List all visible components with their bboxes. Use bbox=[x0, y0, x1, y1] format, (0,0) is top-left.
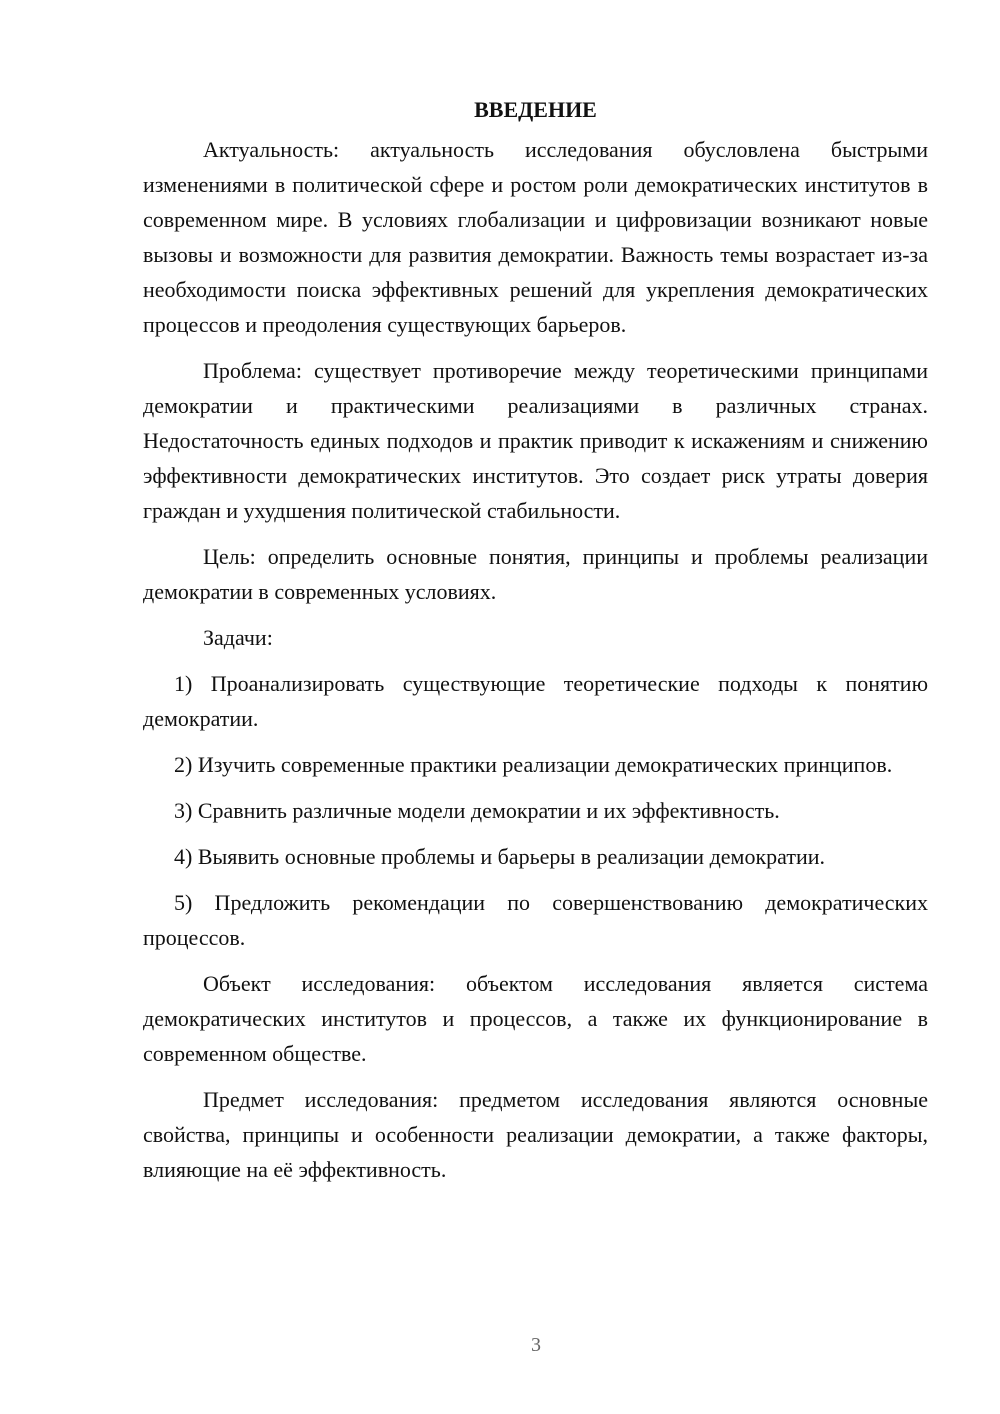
task-item-3: 3) Сравнить различные модели демократии и их эффективность. bbox=[174, 798, 780, 823]
paragraph-subject: Предмет исследования: предметом исследования являются основные свойства, принципы и особенности реализации демократии, а также факторы, влияющие на её эффективность. bbox=[143, 1087, 928, 1182]
task-item-1: 1) Проанализировать существующие теоретические подходы к понятию демократии. bbox=[143, 671, 928, 731]
task-item-2: 2) Изучить современные практики реализации демократических принципов. bbox=[174, 752, 893, 777]
paragraph-problem: Проблема: существует противоречие между теоретическими принципами демократии и практическими реализациями в различных странах. Недостаточность единых подходов и практик приводит к искажениям и снижению эффективности демократических институтов. Это создает риск утраты доверия граждан и ухудшения политической стабильности. bbox=[143, 358, 928, 523]
page-number: 3 bbox=[531, 1334, 541, 1356]
task-item-5: 5) Предложить рекомендации по совершенствованию демократических процессов. bbox=[143, 890, 928, 950]
paragraph-relevance: Актуальность: актуальность исследования обусловлена быстрыми изменениями в политической сфере и ростом роли демократических институтов в современном мире. В условиях глобализации и цифровизации возникают новые вызовы и возможности для развития демократии. Важность темы возрастает из-за необходимости поиска эффективных решений для укрепления демократических процессов и преодоления существующих барьеров. bbox=[143, 137, 928, 337]
section-title: ВВЕДЕНИЕ bbox=[474, 97, 597, 122]
paragraph-object: Объект исследования: объектом исследования является система демократических институтов и процессов, а также их функционирование в современном обществе. bbox=[143, 971, 928, 1066]
tasks-label: Задачи: bbox=[203, 625, 273, 650]
paragraph-goal: Цель: определить основные понятия, принципы и проблемы реализации демократии в современных условиях. bbox=[143, 544, 928, 604]
document-page bbox=[143, 96, 928, 1198]
task-item-4: 4) Выявить основные проблемы и барьеры в реализации демократии. bbox=[174, 844, 826, 869]
